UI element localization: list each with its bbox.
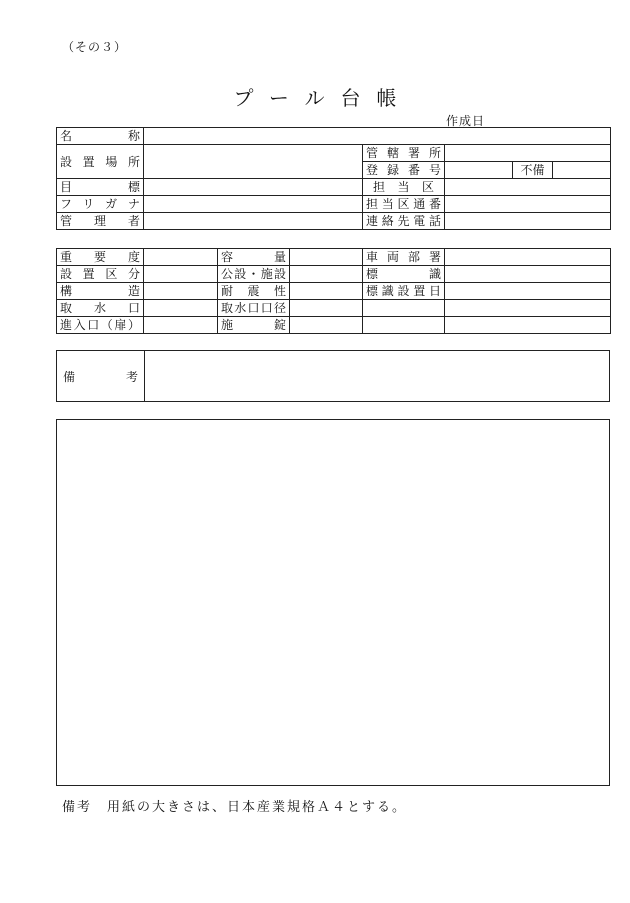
- footer-note: 備考 用紙の大きさは、日本産業規格Ａ４とする。: [62, 800, 408, 815]
- jurisdiction-label: 管轄署所: [363, 145, 445, 162]
- table-row: [57, 145, 611, 162]
- document-title: プール台帳: [233, 86, 413, 110]
- entrance-field[interactable]: [144, 317, 218, 334]
- table-row: [57, 128, 611, 145]
- remarks-label: 備考: [63, 370, 138, 384]
- lock-label: 施錠: [218, 317, 290, 334]
- sign-field[interactable]: [445, 266, 611, 283]
- empty-label-cell: [363, 317, 445, 334]
- empty-field-cell[interactable]: [445, 317, 611, 334]
- intake-field[interactable]: [144, 300, 218, 317]
- table-row: [57, 179, 611, 196]
- importance-label: 重要度: [57, 249, 144, 266]
- page-number-note: （その３）: [62, 40, 128, 54]
- seismic-field[interactable]: [290, 283, 363, 300]
- install-class-label: 設置区分: [57, 266, 144, 283]
- table-row: [57, 317, 611, 334]
- capacity-field[interactable]: [290, 249, 363, 266]
- table-row: [57, 196, 611, 213]
- remarks-box: [56, 350, 610, 402]
- location-label: 設置場所: [57, 145, 144, 179]
- basic-info-table: [56, 127, 611, 230]
- area-field[interactable]: [445, 179, 611, 196]
- area-serial-label: 担当区通番: [363, 196, 445, 213]
- intake-diameter-field[interactable]: [290, 300, 363, 317]
- registration-number-field[interactable]: [445, 162, 513, 179]
- sign-label: 標識: [363, 266, 445, 283]
- diagram-area[interactable]: [56, 419, 610, 786]
- deficiency-label: 不備: [513, 162, 553, 179]
- target-label: 目 標: [57, 179, 144, 196]
- sign-install-date-field[interactable]: [445, 283, 611, 300]
- lock-field[interactable]: [290, 317, 363, 334]
- manager-field[interactable]: [144, 213, 363, 230]
- furigana-label: フリガナ: [57, 196, 144, 213]
- seismic-label: 耐震性: [218, 283, 290, 300]
- table-row: [57, 300, 611, 317]
- manager-label: 管 理 者: [57, 213, 144, 230]
- area-serial-field[interactable]: [445, 196, 611, 213]
- vehicle-unit-label: 車両部署: [363, 249, 445, 266]
- vehicle-unit-field[interactable]: [445, 249, 611, 266]
- install-class-field[interactable]: [144, 266, 218, 283]
- name-field[interactable]: [144, 128, 611, 145]
- deficiency-field[interactable]: [553, 162, 611, 179]
- intake-label: 取水口: [57, 300, 144, 317]
- remarks-field[interactable]: [145, 351, 609, 401]
- empty-field-cell[interactable]: [445, 300, 611, 317]
- public-facility-field[interactable]: [290, 266, 363, 283]
- table-row: [57, 249, 611, 266]
- structure-field[interactable]: [144, 283, 218, 300]
- sign-install-date-label: 標識設置日: [363, 283, 445, 300]
- contact-phone-label: 連絡先電話: [363, 213, 445, 230]
- remarks-label-cell: [57, 351, 145, 401]
- intake-diameter-label: 取水口口径: [218, 300, 290, 317]
- target-field[interactable]: [144, 179, 363, 196]
- created-date-label: 作成日: [446, 114, 486, 128]
- table-row: [57, 283, 611, 300]
- furigana-field[interactable]: [144, 196, 363, 213]
- table-row: [57, 266, 611, 283]
- importance-field[interactable]: [144, 249, 218, 266]
- registration-number-label: 登録番号: [363, 162, 445, 179]
- capacity-label: 容量: [218, 249, 290, 266]
- name-label: 名 称: [57, 128, 144, 145]
- facility-info-table: [56, 248, 611, 334]
- public-facility-label: 公設・施設: [218, 266, 290, 283]
- location-field[interactable]: [144, 145, 363, 179]
- table-row: [57, 213, 611, 230]
- contact-phone-field[interactable]: [445, 213, 611, 230]
- empty-label-cell: [363, 300, 445, 317]
- jurisdiction-field[interactable]: [445, 145, 611, 162]
- structure-label: 構造: [57, 283, 144, 300]
- area-label: 担当区: [363, 179, 445, 196]
- entrance-label: 進入口（扉）: [57, 317, 144, 334]
